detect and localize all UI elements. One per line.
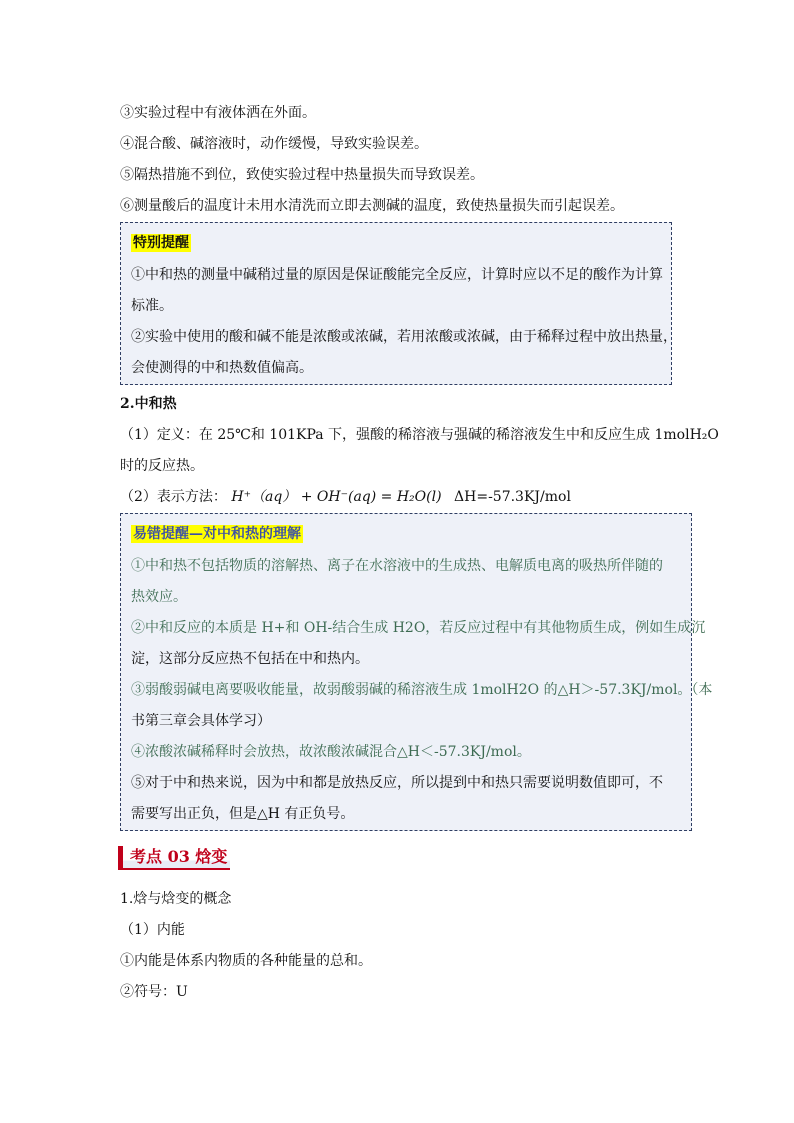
reminder-line: ②实验中使用的酸和碱不能是浓酸或浓碱，若用浓酸或浓碱，由于稀释过程中放出热量， — [131, 329, 677, 345]
chemical-equation: H⁺（aq） + OH⁻(aq) = H₂O(l) — [231, 489, 442, 505]
list-item-3: ③实验过程中有液体洒在外面。 — [120, 105, 316, 121]
expression-prefix: （2）表示方法： — [120, 489, 227, 505]
reminder-line: ①中和热的测量中碱稍过量的原因是保证酸能完全反应，计算时应以不足的酸作为计算 — [131, 267, 663, 283]
error-line: ④浓酸浓碱稀释时会放热，故浓酸浓碱混合△H＜-57.3KJ/mol。 — [131, 744, 531, 760]
error-line: 淀，这部分反应热不包括在中和热内。 — [131, 651, 369, 667]
special-reminder-tag: 特别提醒 — [133, 235, 189, 251]
section-heading-text: 考点 03 焓变 — [130, 847, 228, 866]
internal-energy-definition: ①内能是体系内物质的各种能量的总和。 — [120, 953, 372, 969]
section-heading-enthalpy — [118, 846, 230, 870]
reminder-line: 标准。 — [131, 298, 173, 314]
error-line: ②中和反应的本质是 H+和 OH-结合生成 H2O，若反应过程中有其他物质生成，例如生成沉 — [131, 620, 706, 636]
error-reminder-tag: 易错提醒—对中和热的理解 — [133, 526, 301, 542]
heading-accent-bar — [118, 846, 123, 868]
list-item-4: ④混合酸、碱溶液时，动作缓慢，导致实验误差。 — [120, 136, 428, 152]
list-item-6: ⑥测量酸后的温度计未用水清洗而立即去测碱的温度，致使热量损失而引起误差。 — [120, 198, 624, 214]
error-line: ⑤对于中和热来说，因为中和都是放热反应，所以提到中和热只需要说明数值即可，不 — [131, 775, 663, 791]
internal-energy-title: （1）内能 — [120, 922, 185, 938]
internal-energy-symbol: ②符号：U — [120, 984, 188, 1000]
error-line: ①中和热不包括物质的溶解热、离子在水溶液中的生成热、电解质电离的吸热所伴随的 — [131, 558, 663, 574]
expression-line — [120, 487, 571, 507]
definition-line: 时的反应热。 — [120, 458, 204, 474]
error-reminder-box — [120, 513, 713, 831]
error-line: 书第三章会具体学习） — [131, 713, 271, 729]
error-line: ③弱酸弱碱电离要吸收能量，故弱酸弱碱的稀溶液生成 1molH2O 的△H＞-57.3KJ/mol。（本 — [131, 682, 713, 698]
list-item-5: ⑤隔热措施不到位，致使实验过程中热量损失而导致误差。 — [120, 167, 484, 183]
error-line: 需要写出正负，但是△H 有正负号。 — [131, 806, 355, 822]
section-title-neutralization-heat: 2.中和热 — [120, 396, 177, 412]
enthalpy-concept-title: 1.焓与焓变的概念 — [120, 891, 232, 907]
special-reminder-box — [120, 222, 677, 385]
definition-line: （1）定义：在 25℃和 101KPa 下，强酸的稀溶液与强碱的稀溶液发生中和反应生成 1molH₂O — [120, 427, 719, 443]
error-line: 热效应。 — [131, 589, 187, 605]
enthalpy-value: ΔH=-57.3KJ/mol — [454, 489, 571, 505]
reminder-line: 会使测得的中和热数值偏高。 — [131, 360, 313, 376]
